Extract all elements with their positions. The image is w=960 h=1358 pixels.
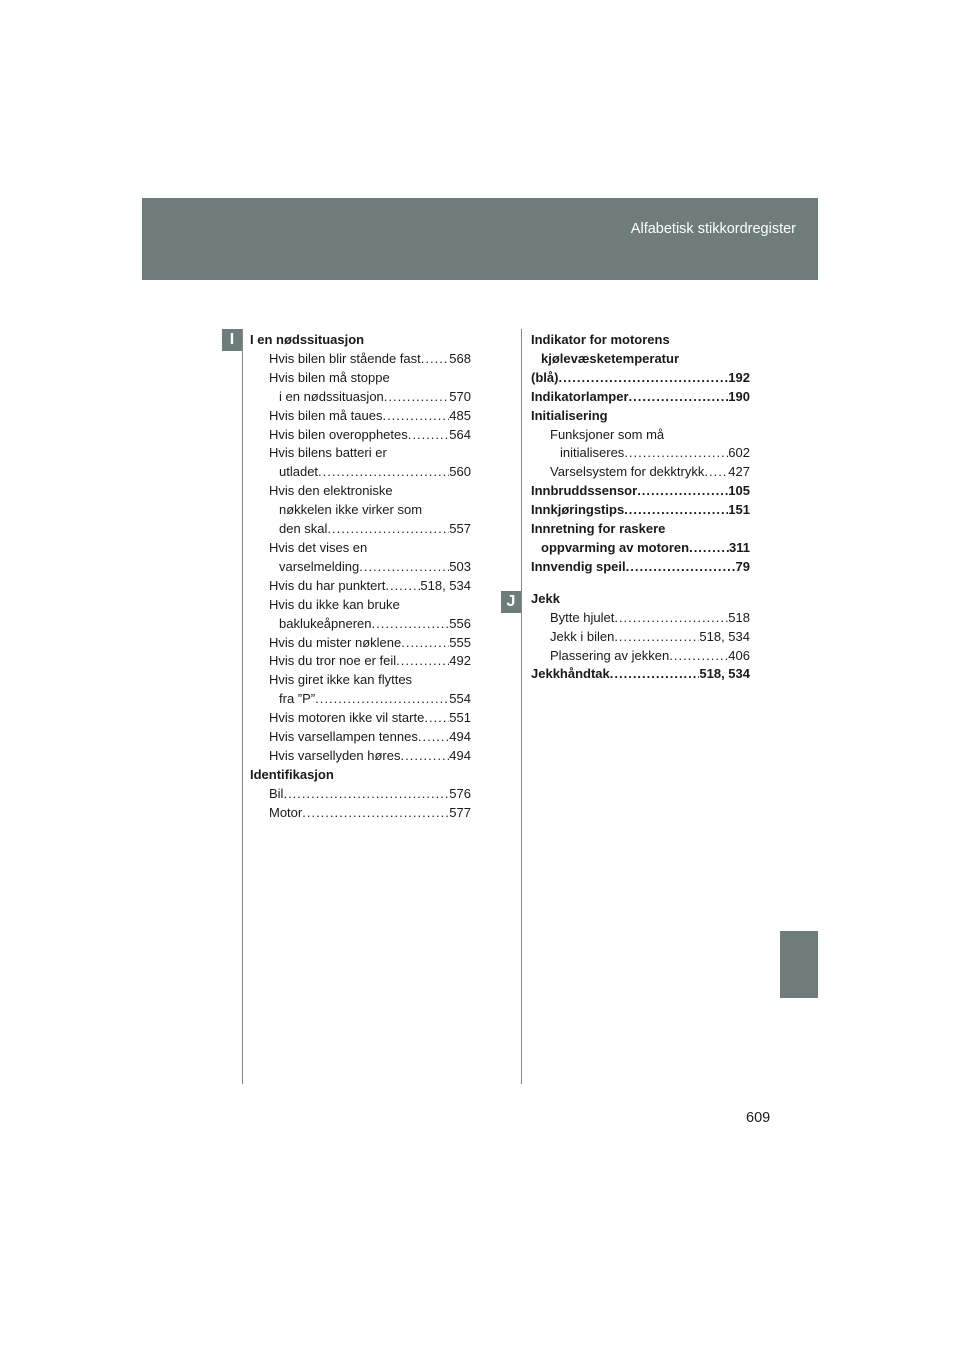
index-entry[interactable]: Jekk i bilen ..... 518, 534 [531, 628, 750, 647]
letter-tab-j: J [501, 591, 521, 613]
index-entry[interactable]: initialiseres ..... 602 [531, 444, 750, 463]
index-entry[interactable]: Motor ..... 577 [250, 804, 471, 823]
index-heading: Indikator for motorens [531, 332, 670, 347]
index-heading: Initialisering [531, 407, 608, 423]
index-column-left [250, 331, 471, 823]
index-entry[interactable]: (blå) ..... 192 [531, 369, 750, 388]
index-entry[interactable]: Bil ..... 576 [250, 785, 471, 804]
index-entry: Hvis giret ikke kan flyttes [269, 672, 413, 688]
index-entry[interactable]: Hvis du tror noe er feil ..... 492 [250, 652, 471, 671]
index-column-right [531, 331, 750, 684]
right-column-rule [521, 329, 522, 1084]
index-entry: Hvis du ikke kan bruke [269, 596, 400, 612]
index-entry[interactable]: i en nødssituasjon ..... 570 [250, 388, 471, 407]
index-entry: Funksjoner som må [550, 426, 665, 442]
index-heading: I en nødssituasjon [250, 332, 365, 347]
index-heading: kjølevæsketemperatur [541, 350, 680, 366]
section-gap [531, 577, 750, 588]
chapter-thumb-tab [780, 931, 818, 998]
index-entry[interactable]: Hvis bilen overopphetes ..... 564 [250, 426, 471, 445]
index-entry: Hvis bilens batteri er [269, 445, 387, 461]
index-entry[interactable]: utladet ..... 560 [250, 463, 471, 482]
index-entry[interactable]: Innvendig speil ..... 79 [531, 558, 750, 577]
index-entry[interactable]: Hvis varsellampen tennes ..... 494 [250, 728, 471, 747]
index-entry[interactable]: Plassering av jekken ..... 406 [531, 647, 750, 666]
index-entry[interactable]: Hvis motoren ikke vil starte ..... 551 [250, 709, 471, 728]
index-entry[interactable]: Hvis varsellyden høres ..... 494 [250, 747, 471, 766]
index-entry[interactable]: Hvis bilen blir stående fast ..... 568 [250, 350, 471, 369]
index-heading: Identifikasjon [250, 766, 334, 782]
section-title: Alfabetisk stikkordregister [630, 221, 796, 237]
index-entry[interactable]: fra ”P” ..... 554 [250, 690, 471, 709]
index-entry[interactable]: Varselsystem for dekktrykk ..... 427 [531, 463, 750, 482]
index-entry[interactable]: Jekkhåndtak ..... 518, 534 [531, 665, 750, 684]
index-entry[interactable]: baklukeåpneren ..... 556 [250, 615, 471, 634]
index-heading: Jekk [531, 590, 560, 606]
index-entry[interactable]: Bytte hjulet ..... 518 [531, 609, 750, 628]
index-entry[interactable]: Innbruddssensor ..... 105 [531, 482, 750, 501]
header-band [142, 198, 818, 280]
left-column-rule [242, 329, 243, 1084]
letter-tab-i: I [222, 329, 242, 351]
index-entry[interactable]: varselmelding ..... 503 [250, 558, 471, 577]
index-entry: Hvis bilen må stoppe [269, 369, 390, 385]
index-entry: Hvis det vises en [269, 539, 368, 555]
index-entry[interactable]: den skal ..... 557 [250, 520, 471, 539]
index-entry[interactable]: Hvis du mister nøklene ..... 555 [250, 634, 471, 653]
index-heading: Innretning for raskere [531, 521, 666, 537]
index-entry: nøkkelen ikke virker som [279, 502, 423, 518]
index-entry[interactable]: Indikatorlamper ..... 190 [531, 388, 750, 407]
index-entry: Hvis den elektroniske [269, 483, 393, 499]
index-entry[interactable]: Innkjøringstips ..... 151 [531, 501, 750, 520]
page-number: 609 [746, 1110, 771, 1126]
index-entry[interactable]: Hvis du har punktert ..... 518, 534 [250, 577, 471, 596]
index-entry[interactable]: Hvis bilen må taues ..... 485 [250, 407, 471, 426]
index-entry[interactable]: oppvarming av motoren ..... 311 [531, 539, 750, 558]
